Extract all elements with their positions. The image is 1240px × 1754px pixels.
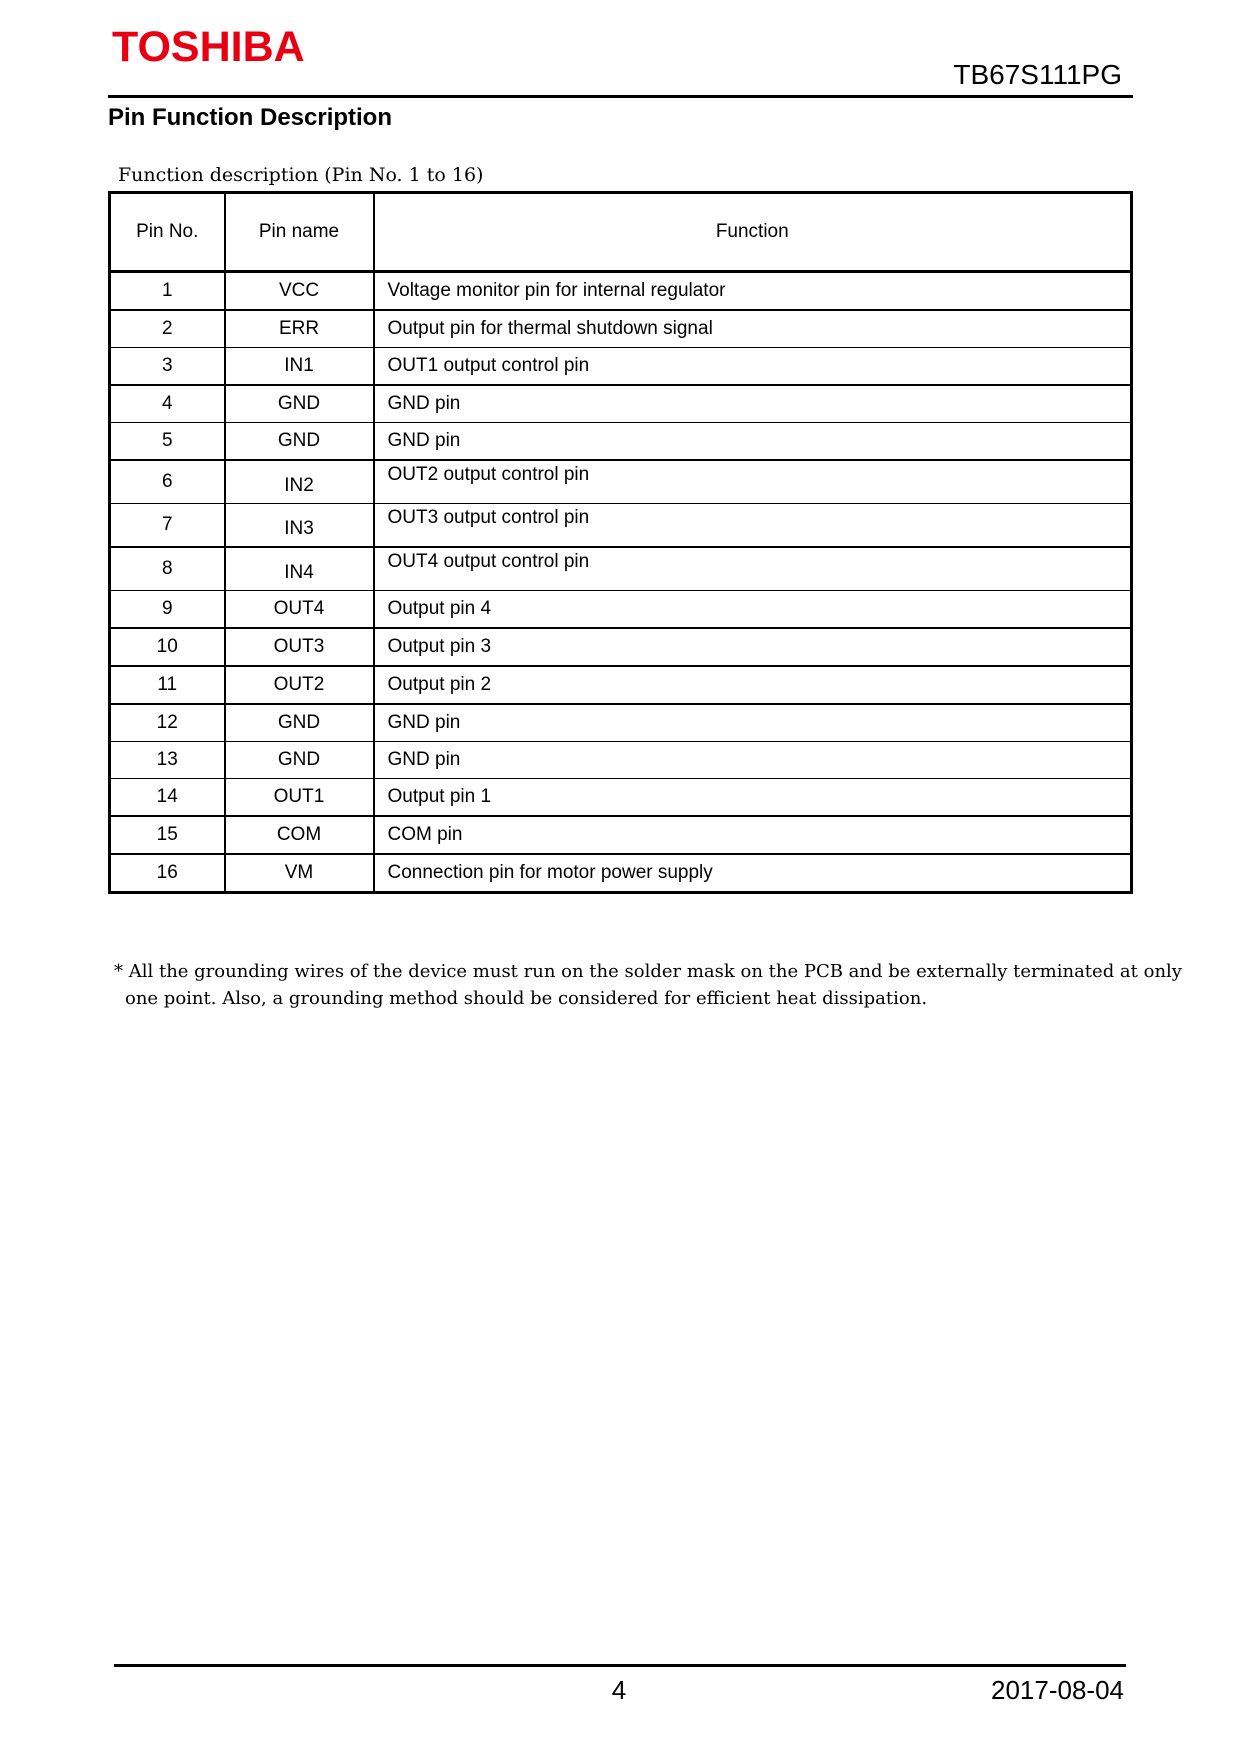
- table-row: [110, 704, 1132, 742]
- pin-no-cell: 9: [110, 591, 225, 629]
- page-title: Pin Function Description: [108, 104, 393, 131]
- table-row: [110, 591, 1132, 629]
- table-row: [110, 779, 1132, 817]
- pin-name-cell: ERR: [225, 310, 374, 348]
- table-row: [110, 816, 1132, 854]
- page-number: 4: [611, 1675, 627, 1705]
- pin-function-cell: Output pin 4: [374, 591, 1132, 629]
- pin-no-cell: 8: [110, 547, 225, 591]
- pin-function-cell: Voltage monitor pin for internal regulator: [374, 272, 1132, 311]
- pin-name-cell: IN2: [225, 460, 374, 504]
- pin-no-cell: 10: [110, 628, 225, 666]
- pin-no-cell: 4: [110, 385, 225, 423]
- table-row: [110, 310, 1132, 348]
- pin-function-cell: OUT4 output control pin: [374, 547, 1132, 591]
- pin-name-cell: GND: [225, 742, 374, 779]
- header-divider: [108, 95, 1133, 98]
- pin-function-cell: GND pin: [374, 423, 1132, 461]
- pin-no-cell: 15: [110, 816, 225, 854]
- pin-function-cell: Output pin 1: [374, 779, 1132, 817]
- pin-name-cell: GND: [225, 385, 374, 423]
- pin-name-cell: VCC: [225, 272, 374, 311]
- pin-name-cell: IN1: [225, 348, 374, 386]
- header-pin-no: Pin No.: [110, 193, 225, 272]
- pin-no-cell: 12: [110, 704, 225, 742]
- pin-name-cell: OUT2: [225, 666, 374, 704]
- pin-function-cell: COM pin: [374, 816, 1132, 854]
- table-row: [110, 460, 1132, 504]
- pin-function-cell: Output pin 3: [374, 628, 1132, 666]
- pin-function-cell: GND pin: [374, 742, 1132, 779]
- footnote-line: * All the grounding wires of the device must run on the solder mask on the PCB and be externally terminated at only: [114, 961, 1182, 982]
- pin-function-cell: OUT1 output control pin: [374, 348, 1132, 386]
- pin-no-cell: 2: [110, 310, 225, 348]
- pin-table-body: [110, 272, 1132, 893]
- pin-function-cell: GND pin: [374, 385, 1132, 423]
- part-number: TB67S111PG: [953, 59, 1122, 90]
- pin-name-cell: OUT3: [225, 628, 374, 666]
- pin-no-cell: 5: [110, 423, 225, 461]
- toshiba-logo: TOSHIBA: [112, 23, 305, 71]
- table-header-row: [110, 193, 1132, 272]
- pin-name-cell: COM: [225, 816, 374, 854]
- pin-function-cell: GND pin: [374, 704, 1132, 742]
- table-row: [110, 628, 1132, 666]
- pin-name-cell: OUT4: [225, 591, 374, 629]
- table-row: [110, 666, 1132, 704]
- table-row: [110, 272, 1132, 311]
- table-row: [110, 423, 1132, 461]
- table-row: [110, 385, 1132, 423]
- header-function: Function: [374, 193, 1132, 272]
- pin-name-cell: GND: [225, 423, 374, 461]
- pin-function-cell: Output pin 2: [374, 666, 1132, 704]
- pin-no-cell: 1: [110, 272, 225, 311]
- footnote-line: one point. Also, a grounding method should be considered for efficient heat dissipation.: [125, 988, 928, 1009]
- grounding-footnote: [114, 958, 1182, 1012]
- pin-function-table: [108, 191, 1133, 894]
- footer-divider: [114, 1664, 1126, 1667]
- table-row: [110, 854, 1132, 893]
- table-caption: Function description (Pin No. 1 to 16): [118, 164, 484, 186]
- table-row: [110, 504, 1132, 548]
- footer-date: 2017-08-04: [991, 1675, 1124, 1705]
- pin-no-cell: 13: [110, 742, 225, 779]
- table-row: [110, 742, 1132, 779]
- pin-no-cell: 16: [110, 854, 225, 893]
- pin-name-cell: GND: [225, 704, 374, 742]
- pin-name-cell: IN3: [225, 504, 374, 548]
- table-row: [110, 348, 1132, 386]
- pin-no-cell: 3: [110, 348, 225, 386]
- pin-no-cell: 14: [110, 779, 225, 817]
- pin-no-cell: 6: [110, 460, 225, 504]
- pin-name-cell: OUT1: [225, 779, 374, 817]
- table-row: [110, 547, 1132, 591]
- pin-no-cell: 11: [110, 666, 225, 704]
- pin-function-cell: OUT2 output control pin: [374, 460, 1132, 504]
- pin-function-cell: Output pin for thermal shutdown signal: [374, 310, 1132, 348]
- pin-name-cell: IN4: [225, 547, 374, 591]
- pin-function-cell: OUT3 output control pin: [374, 504, 1132, 548]
- pin-name-cell: VM: [225, 854, 374, 893]
- header-pin-name: Pin name: [225, 193, 374, 272]
- pin-function-cell: Connection pin for motor power supply: [374, 854, 1132, 893]
- pin-no-cell: 7: [110, 504, 225, 548]
